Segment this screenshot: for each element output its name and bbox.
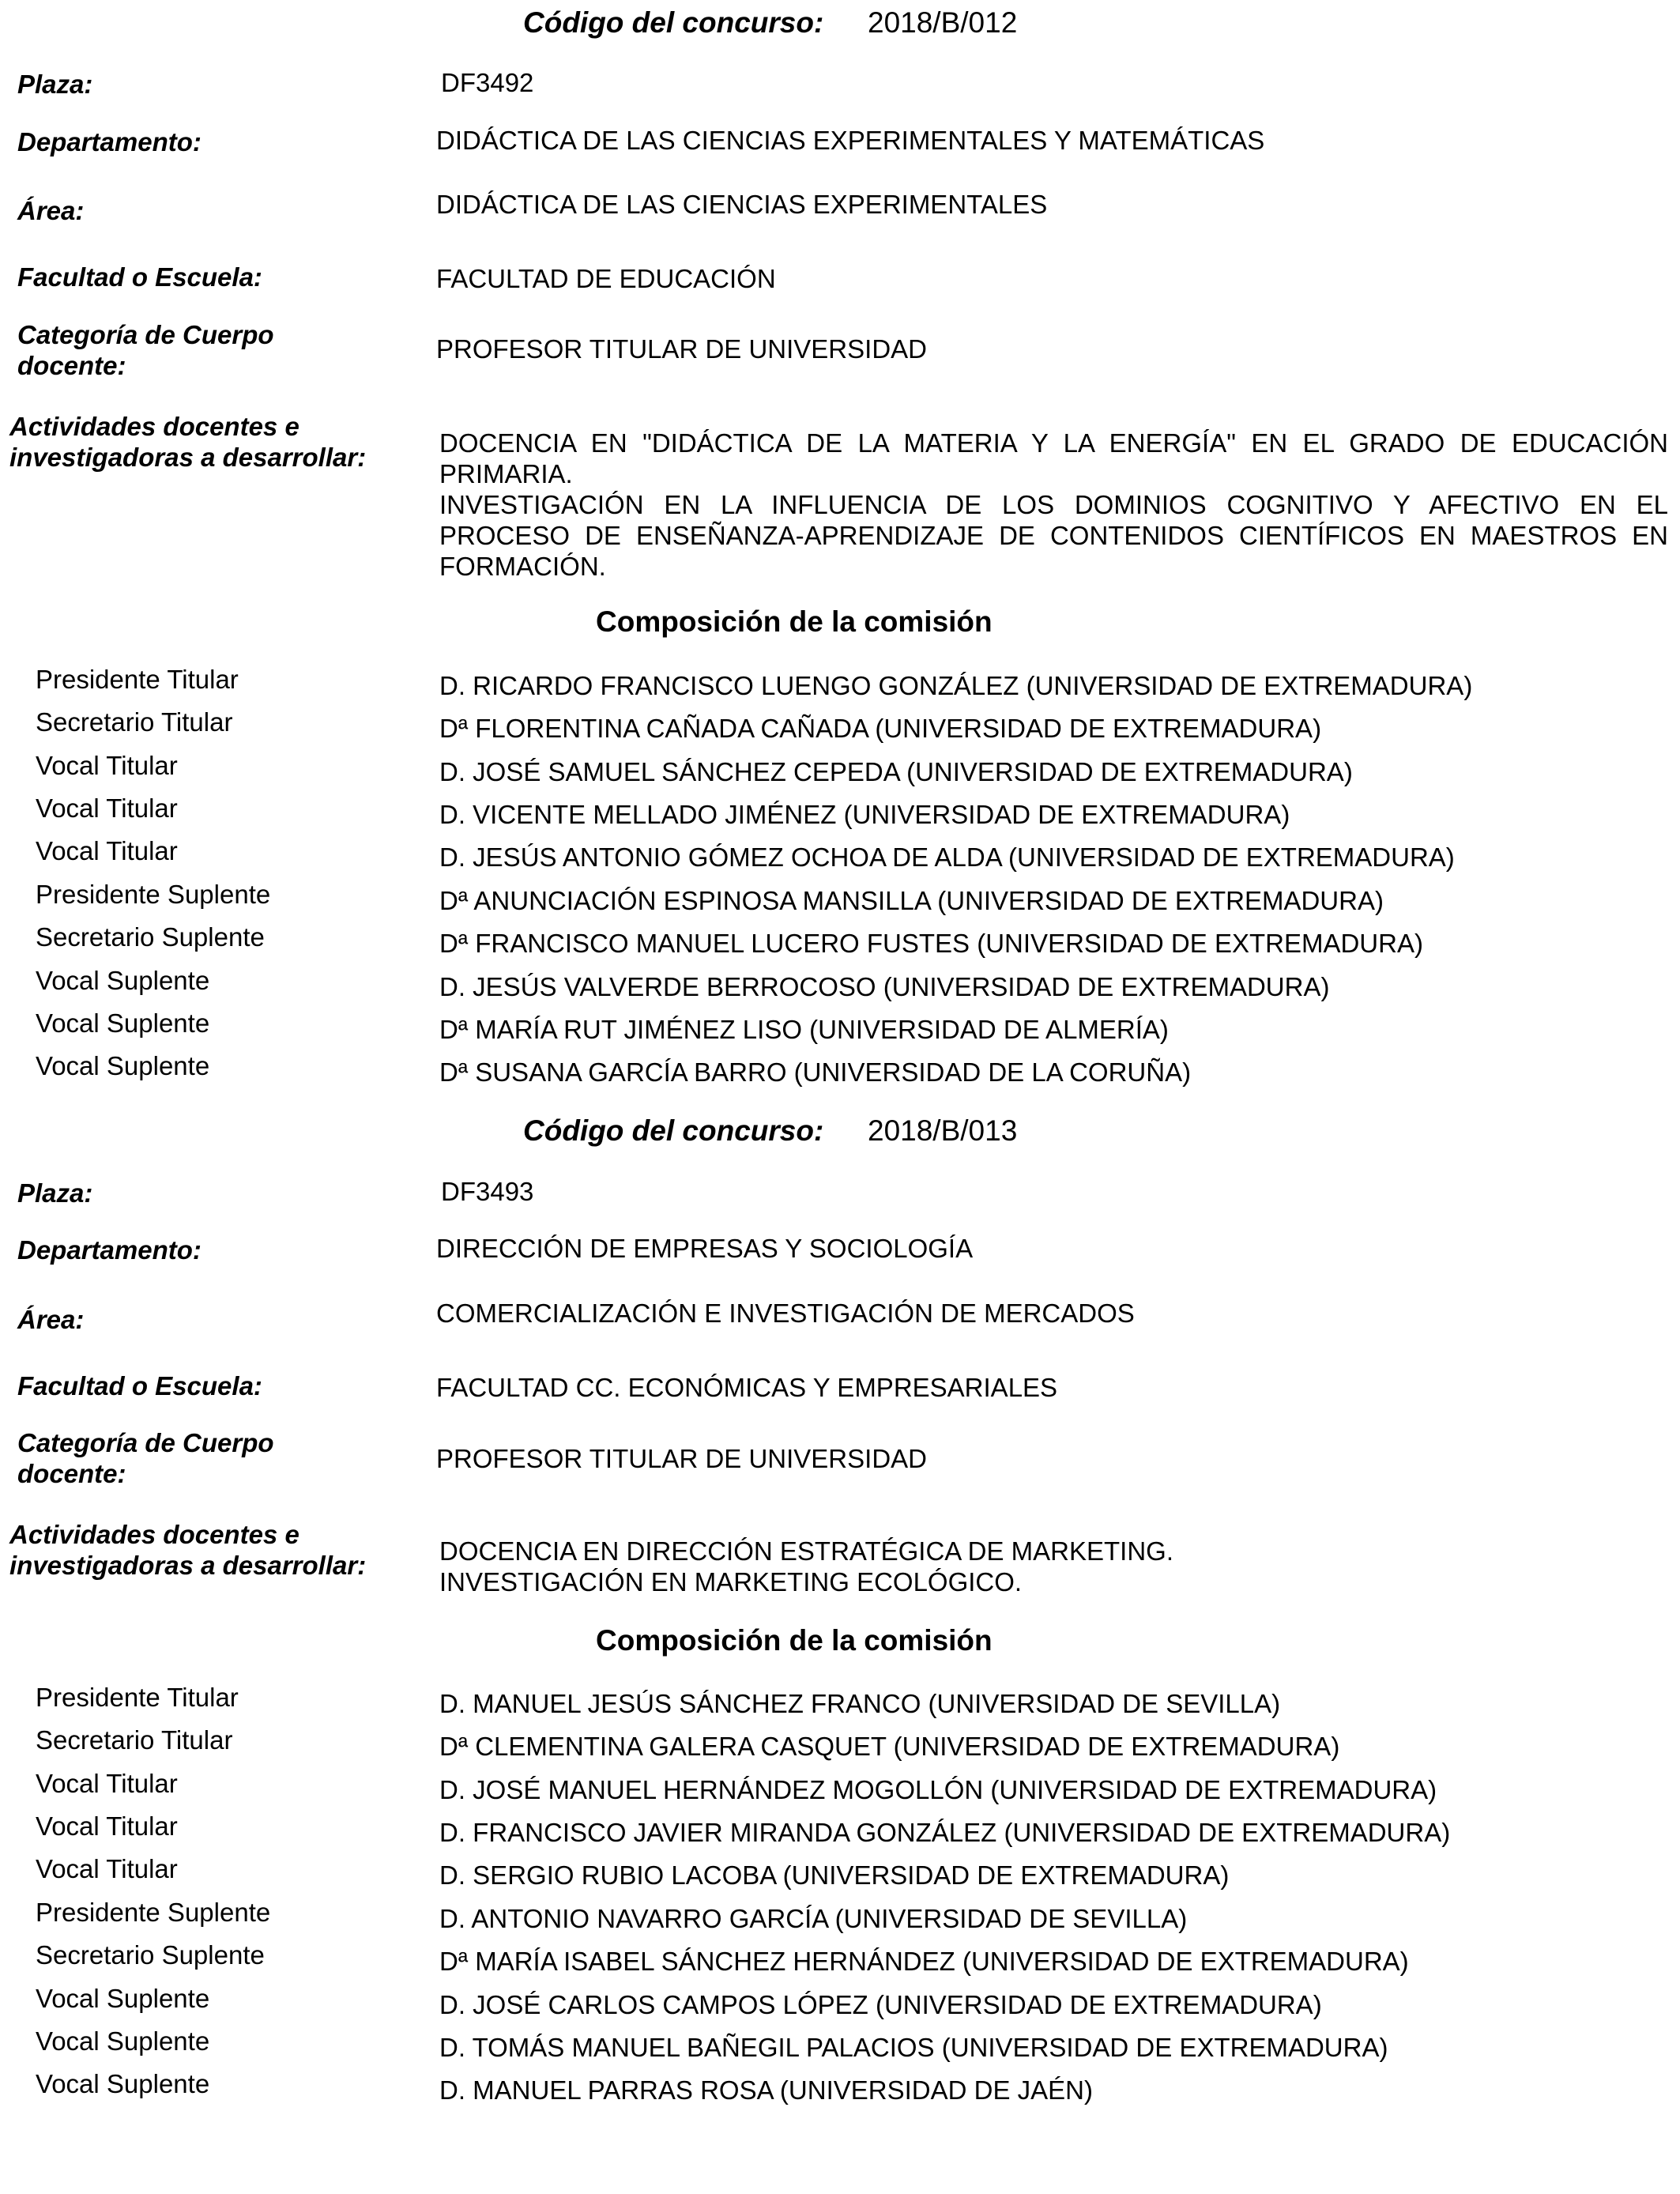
comision-member: Dª MARÍA RUT JIMÉNEZ LISO (UNIVERSIDAD DE ALMERÍA) <box>439 1015 1169 1044</box>
comision-member: D. JESÚS VALVERDE BERROCOSO (UNIVERSIDAD DE EXTREMADURA) <box>439 972 1330 1001</box>
categoria-value: PROFESOR TITULAR DE UNIVERSIDAD <box>436 334 927 364</box>
comision-role: Vocal Suplente <box>36 2069 210 2098</box>
plaza-label: Plaza: <box>17 1178 93 1208</box>
area-value: DIDÁCTICA DE LAS CIENCIAS EXPERIMENTALES <box>436 190 1048 219</box>
departamento-value: DIDÁCTICA DE LAS CIENCIAS EXPERIMENTALES Y MATEMÁTICAS <box>436 126 1265 155</box>
comision-member: Dª FRANCISCO MANUEL LUCERO FUSTES (UNIVERSIDAD DE EXTREMADURA) <box>439 929 1423 958</box>
facultad-value: FACULTAD CC. ECONÓMICAS Y EMPRESARIALES <box>436 1373 1058 1402</box>
comision-role: Vocal Suplente <box>36 1008 210 1038</box>
comision-role: Secretario Titular <box>36 707 233 737</box>
comision-role: Vocal Suplente <box>36 2026 210 2056</box>
comision-member: Dª ANUNCIACIÓN ESPINOSA MANSILLA (UNIVERSIDAD DE EXTREMADURA) <box>439 886 1384 915</box>
comision-role: Presidente Titular <box>36 665 239 694</box>
codigo-value: 2018/B/013 <box>868 1114 1018 1147</box>
comision-member: D. MANUEL JESÚS SÁNCHEZ FRANCO (UNIVERSIDAD DE SEVILLA) <box>439 1689 1281 1718</box>
comision-role: Secretario Suplente <box>36 922 265 952</box>
comision-role: Secretario Suplente <box>36 1940 265 1970</box>
categoria-value: PROFESOR TITULAR DE UNIVERSIDAD <box>436 1444 927 1473</box>
plaza-value: DF3492 <box>441 68 534 97</box>
area-label: Área: <box>17 1305 85 1334</box>
comision-role: Vocal Suplente <box>36 966 210 995</box>
area-value: COMERCIALIZACIÓN E INVESTIGACIÓN DE MERCADOS <box>436 1299 1135 1328</box>
facultad-label: Facultad o Escuela: <box>17 262 262 292</box>
comision-member: D. MANUEL PARRAS ROSA (UNIVERSIDAD DE JAÉN) <box>439 2075 1093 2105</box>
comision-member: D. JESÚS ANTONIO GÓMEZ OCHOA DE ALDA (UNIVERSIDAD DE EXTREMADURA) <box>439 843 1455 872</box>
categoria-label: Categoría de Cuerpo docente: <box>17 1428 274 1488</box>
comision-member: D. TOMÁS MANUEL BAÑEGIL PALACIOS (UNIVERSIDAD DE EXTREMADURA) <box>439 2033 1388 2062</box>
departamento-label: Departamento: <box>17 1235 202 1265</box>
comision-member: Dª CLEMENTINA GALERA CASQUET (UNIVERSIDAD DE EXTREMADURA) <box>439 1732 1340 1761</box>
comision-role: Vocal Suplente <box>36 1984 210 2013</box>
comision-role: Presidente Titular <box>36 1683 239 1712</box>
comision-title: Composición de la comisión <box>596 605 993 638</box>
comision-member: D. JOSÉ CARLOS CAMPOS LÓPEZ (UNIVERSIDAD DE EXTREMADURA) <box>439 1990 1322 2019</box>
actividades-label: Actividades docentes e investigadoras a desarrollar: <box>9 1520 367 1580</box>
actividades-label: Actividades docentes e investigadoras a desarrollar: <box>9 412 367 472</box>
codigo-label: Código del concurso: <box>523 1114 824 1147</box>
comision-member: D. JOSÉ MANUEL HERNÁNDEZ MOGOLLÓN (UNIVERSIDAD DE EXTREMADURA) <box>439 1775 1437 1804</box>
comision-member: Dª MARÍA ISABEL SÁNCHEZ HERNÁNDEZ (UNIVERSIDAD DE EXTREMADURA) <box>439 1947 1409 1976</box>
facultad-value: FACULTAD DE EDUCACIÓN <box>436 264 776 293</box>
codigo-value: 2018/B/012 <box>868 6 1018 39</box>
comision-role: Vocal Suplente <box>36 1051 210 1080</box>
comision-role: Vocal Titular <box>36 1811 178 1841</box>
comision-title: Composición de la comisión <box>596 1624 993 1657</box>
comision-member: D. JOSÉ SAMUEL SÁNCHEZ CEPEDA (UNIVERSIDAD DE EXTREMADURA) <box>439 757 1353 786</box>
comision-role: Presidente Suplente <box>36 1898 271 1927</box>
comision-role: Presidente Suplente <box>36 880 271 909</box>
comision-member: D. SERGIO RUBIO LACOBA (UNIVERSIDAD DE EXTREMADURA) <box>439 1860 1230 1890</box>
comision-member: D. ANTONIO NAVARRO GARCÍA (UNIVERSIDAD DE SEVILLA) <box>439 1904 1188 1933</box>
comision-role: Vocal Titular <box>36 751 178 780</box>
facultad-label: Facultad o Escuela: <box>17 1371 262 1400</box>
comision-role: Vocal Titular <box>36 794 178 823</box>
comision-member: D. FRANCISCO JAVIER MIRANDA GONZÁLEZ (UNIVERSIDAD DE EXTREMADURA) <box>439 1818 1451 1847</box>
comision-member: Dª SUSANA GARCÍA BARRO (UNIVERSIDAD DE LA CORUÑA) <box>439 1057 1192 1087</box>
departamento-label: Departamento: <box>17 127 202 156</box>
comision-role: Vocal Titular <box>36 1854 178 1883</box>
codigo-label: Código del concurso: <box>523 6 824 39</box>
comision-role: Secretario Titular <box>36 1725 233 1755</box>
comision-role: Vocal Titular <box>36 1769 178 1798</box>
departamento-value: DIRECCIÓN DE EMPRESAS Y SOCIOLOGÍA <box>436 1234 974 1263</box>
comision-member: Dª FLORENTINA CAÑADA CAÑADA (UNIVERSIDAD DE EXTREMADURA) <box>439 714 1322 743</box>
plaza-value: DF3493 <box>441 1177 534 1206</box>
categoria-label: Categoría de Cuerpo docente: <box>17 320 274 380</box>
plaza-label: Plaza: <box>17 70 93 99</box>
area-label: Área: <box>17 196 85 225</box>
comision-role: Vocal Titular <box>36 836 178 865</box>
actividades-value: DOCENCIA EN DIRECCIÓN ESTRATÉGICA DE MARKETING. INVESTIGACIÓN EN MARKETING ECOLÓGICO. <box>439 1536 1174 1596</box>
actividades-value: DOCENCIA EN "DIDÁCTICA DE LA MATERIA Y LA ENERGÍA" EN EL GRADO DE EDUCACIÓN PRIMARIA. INVESTIGACIÓN EN LA INFLUENCIA DE LOS DOMINIOS COGNITIVO Y AFECTIVO EN EL PROCESO DE ENSEÑANZA-APRENDIZAJE DE CONTENIDOS CIENTÍFICOS EN MAESTROS EN FORMACIÓN. <box>439 428 1668 581</box>
comision-member: D. VICENTE MELLADO JIMÉNEZ (UNIVERSIDAD DE EXTREMADURA) <box>439 800 1290 829</box>
comision-member: D. RICARDO FRANCISCO LUENGO GONZÁLEZ (UNIVERSIDAD DE EXTREMADURA) <box>439 671 1473 700</box>
